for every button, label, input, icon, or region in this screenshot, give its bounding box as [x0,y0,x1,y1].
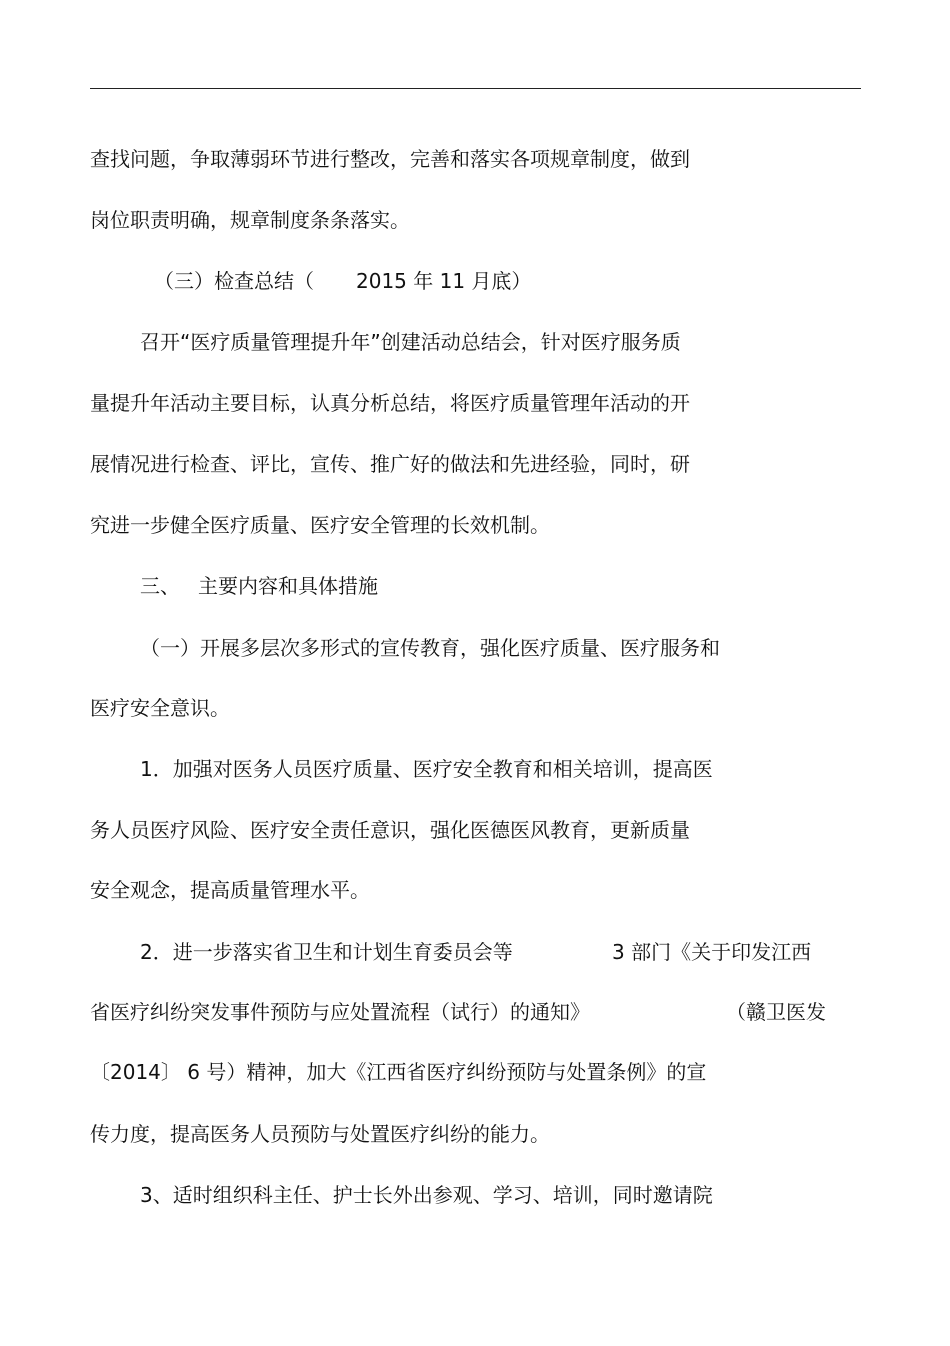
heading-text: 主要内容和具体措施 [198,574,378,598]
paragraph-line [90,1120,550,1148]
text-line: 传力度，提高医务人员预防与处置医疗纠纷的能力。 [90,1122,550,1146]
text-line: 展情况进行检查、评比，宣传、推广好的做法和先进经验，同时，研 [90,452,690,476]
paragraph-line [90,755,713,783]
text-line: 3、适时组织科主任、护士长外出参观、学习、培训，同时邀请院 [140,1183,713,1207]
text-line: 召开“医疗质量管理提升年”创建活动总结会，针对医疗服务质 [140,330,681,354]
paragraph-line [90,328,681,356]
paragraph-line [90,206,410,234]
section-heading [90,572,378,600]
text-line: 量提升年活动主要目标，认真分析总结，将医疗质量管理年活动的开 [90,391,690,415]
paragraph-line [90,511,550,539]
text-line: 3 部门《关于印发江西 [612,940,812,964]
text-line: （赣卫医发 [726,1000,826,1024]
text-line: 2．进一步落实省卫生和计划生育委员会等 [140,940,513,964]
text-line: 务人员医疗风险、医疗安全责任意识，强化医德医风教育，更新质量 [90,818,690,842]
header-rule [90,88,861,89]
paragraph-line [90,450,690,478]
paragraph-line [90,938,812,966]
heading-date: 2015 年 11 月底） [356,269,532,293]
paragraph-line [90,694,230,722]
paragraph-line [90,816,690,844]
text-line: 医疗安全意识。 [90,696,230,720]
paragraph-line [90,634,720,662]
text-line: 1．加强对医务人员医疗质量、医疗安全教育和相关培训，提高医 [140,757,713,781]
text-line: 〔2014〕 6 号）精神，加大《江西省医疗纠纷预防与处置条例》的宣 [90,1060,707,1084]
paragraph-line [90,145,690,173]
text-line: 安全观念，提高质量管理水平。 [90,878,370,902]
text-line: （一）开展多层次多形式的宣传教育，强化医疗质量、医疗服务和 [140,636,720,660]
paragraph-line [90,998,826,1026]
section-heading [90,267,532,295]
heading-number: 三、 [140,574,180,598]
paragraph-line [90,1181,713,1209]
paragraph-line [90,876,370,904]
heading-text: （三）检查总结（ [154,269,314,293]
text-line: 究进一步健全医疗质量、医疗安全管理的长效机制。 [90,513,550,537]
text-line: 查找问题，争取薄弱环节进行整改，完善和落实各项规章制度，做到 [90,147,690,171]
paragraph-line [90,389,690,417]
paragraph-line [90,1058,707,1086]
text-line: 省医疗纠纷突发事件预防与应处置流程（试行）的通知》 [90,1000,590,1024]
text-line: 岗位职责明确，规章制度条条落实。 [90,208,410,232]
